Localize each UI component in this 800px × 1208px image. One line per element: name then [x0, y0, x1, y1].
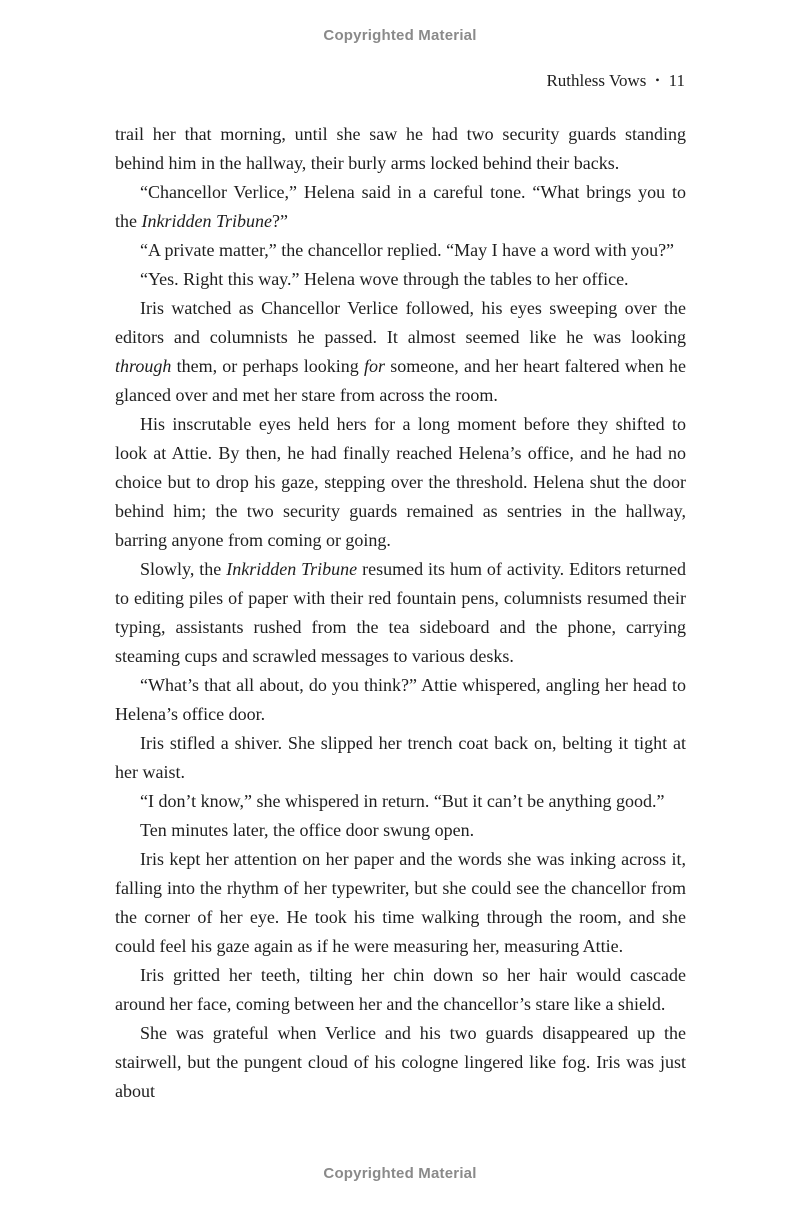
paragraph-text: ?”: [272, 211, 288, 231]
paragraph: [115, 816, 686, 845]
running-head: [546, 71, 685, 91]
paragraph-text: Iris stifled a shiver. She slipped her trench coat back on, belting it tight at her waist.: [115, 733, 686, 782]
paragraph-text: Iris gritted her teeth, tilting her chin down so her hair would cascade around her face, coming between her and the chancellor’s stare like a shield.: [115, 965, 686, 1014]
paragraph-text: “Yes. Right this way.” Helena wove through the tables to her office.: [140, 269, 629, 289]
paragraph-text: resumed its hum of activity. Editors returned to editing piles of paper with their red fountain pens, columnists resumed their typing, assistants rushed from the tea sideboard and the phone, carrying steaming cups and scrawled messages to various desks.: [115, 559, 686, 666]
paragraph: [115, 555, 686, 671]
paragraph: [115, 1019, 686, 1106]
paragraph-text: “What’s that all about, do you think?” Attie whispered, angling her head to Helena’s office door.: [115, 675, 686, 724]
paragraph-text: “I don’t know,” she whispered in return. “But it can’t be anything good.”: [140, 791, 665, 811]
paragraph-text: “Chancellor Verlice,” Helena said in a careful tone. “What brings you to the: [115, 182, 686, 231]
paragraph: [115, 845, 686, 961]
paragraph-text: Ten minutes later, the office door swung open.: [140, 820, 475, 840]
paragraph-text: His inscrutable eyes held hers for a long moment before they shifted to look at Attie. By then, he had finally reached Helena’s office, and he had no choice but to drop his gaze, stepping over the threshold. Helena shut the door behind him; the two security guards remained as sentries in the hallway, barring anyone from coming or going.: [115, 414, 686, 550]
paragraph: [115, 294, 686, 410]
copyright-watermark-bottom: Copyrighted Material: [323, 1165, 477, 1182]
paragraph: [115, 671, 686, 729]
italic-text: through: [115, 356, 172, 376]
paragraph: [115, 120, 686, 178]
paragraph-text: Iris kept her attention on her paper and the words she was inking across it, falling into the rhythm of her typewriter, but she could see the chancellor from the corner of her eye. He took his time walking through the room, and she could feel his gaze again as if he were measuring her, measuring Attie.: [115, 849, 686, 956]
paragraph-text: someone, and her heart faltered when he glanced over and met her stare from across the room.: [115, 356, 686, 405]
paragraph-text: Slowly, the: [140, 559, 227, 579]
paragraph: [115, 729, 686, 787]
paragraph-text: She was grateful when Verlice and his two guards disappeared up the stairwell, but the pungent cloud of his cologne lingered like fog. Iris was just about: [115, 1023, 686, 1101]
paragraph-text: trail her that morning, until she saw he had two security guards standing behind him in the hallway, their burly arms locked behind their backs.: [115, 124, 686, 173]
paragraph-text: “A private matter,” the chancellor replied. “May I have a word with you?”: [140, 240, 675, 260]
paragraph: [115, 787, 686, 816]
paragraph-text: them, or perhaps looking: [171, 356, 364, 376]
paragraph: [115, 265, 686, 294]
copyright-watermark-top: Copyrighted Material: [323, 27, 477, 44]
italic-text: for: [363, 356, 385, 376]
page-number: 11: [668, 71, 685, 90]
italic-text: Inkridden Tribune: [226, 559, 358, 579]
bullet-separator: •: [655, 73, 660, 87]
body-text: [115, 120, 686, 1106]
paragraph: [115, 961, 686, 1019]
paragraph: [115, 410, 686, 555]
paragraph: [115, 178, 686, 236]
book-title: Ruthless Vows: [546, 71, 647, 90]
italic-text: Inkridden Tribune: [141, 211, 272, 231]
paragraph: [115, 236, 686, 265]
paragraph-text: Iris watched as Chancellor Verlice followed, his eyes sweeping over the editors and columnists he passed. It almost seemed like he was looking: [115, 298, 686, 347]
